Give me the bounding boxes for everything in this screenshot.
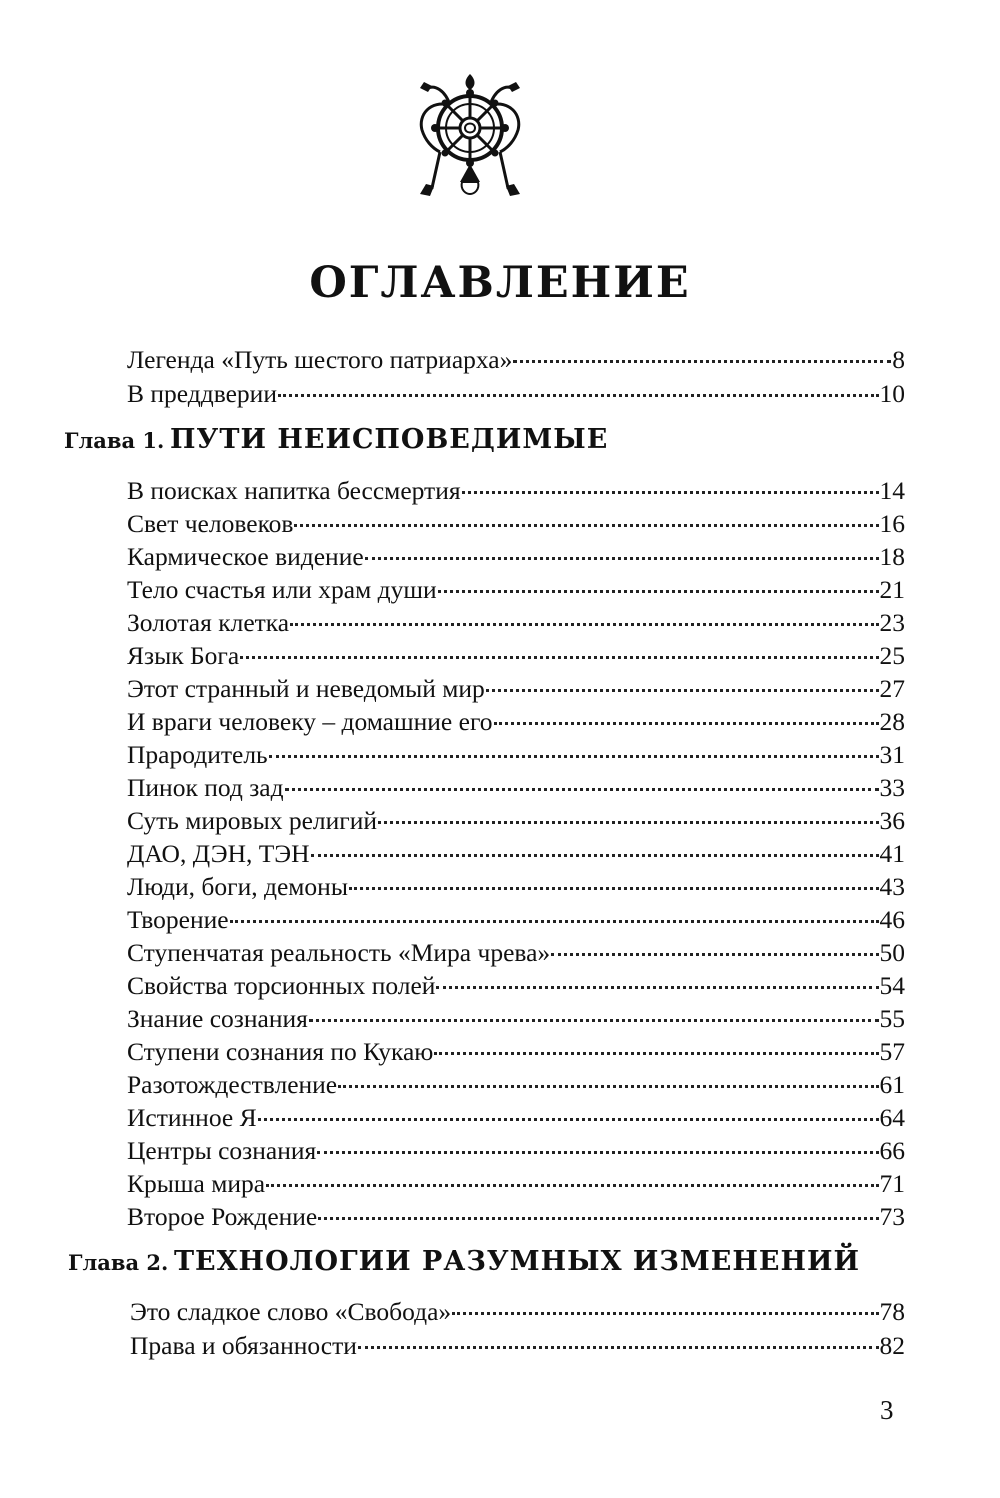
toc-entry-title: Люди, боги, демоны xyxy=(127,872,348,901)
toc-entry-page: 50 xyxy=(879,938,905,967)
toc-entry-title: Этот странный и неведомый мир xyxy=(127,674,485,703)
toc-entry-page: 36 xyxy=(879,806,905,835)
toc-entry[interactable] xyxy=(127,1200,905,1234)
toc-entry-title: Ступени сознания по Кукаю xyxy=(127,1037,434,1066)
toc-entry[interactable] xyxy=(127,1134,905,1168)
toc-entry-title: Это сладкое слово «Свобода» xyxy=(130,1297,452,1326)
dot-leader xyxy=(378,821,878,824)
toc-entry-title: Второе Рождение xyxy=(127,1202,318,1231)
toc-entry[interactable] xyxy=(127,804,905,838)
toc-entry-title: Кармическое видение xyxy=(127,542,364,571)
toc-entry-page: 31 xyxy=(879,740,905,769)
dot-leader xyxy=(338,1085,878,1088)
toc-entry[interactable] xyxy=(127,837,905,871)
toc-entry[interactable] xyxy=(127,771,905,805)
dot-leader xyxy=(452,1312,878,1315)
toc-entry-page: 25 xyxy=(879,641,905,670)
toc-entry[interactable] xyxy=(130,1329,905,1363)
dot-leader xyxy=(349,887,879,890)
toc-entry-page: 14 xyxy=(879,476,905,505)
toc-entry[interactable] xyxy=(127,738,905,772)
toc-entry[interactable] xyxy=(127,507,905,541)
dot-leader xyxy=(318,1217,878,1220)
toc-entry-page: 28 xyxy=(879,707,905,736)
toc-entry-title: Права и обязанности xyxy=(130,1331,357,1360)
dot-leader xyxy=(266,1184,878,1187)
dot-leader xyxy=(358,1346,879,1349)
toc-entry[interactable] xyxy=(127,1167,905,1201)
dot-leader xyxy=(436,986,878,989)
toc-entry-page: 71 xyxy=(879,1169,905,1198)
toc-entry-title: Крыша мира xyxy=(127,1169,266,1198)
toc-entry-title: Прародитель xyxy=(127,740,268,769)
dot-leader xyxy=(486,689,879,692)
dot-leader xyxy=(278,394,879,397)
toc-entry-title: Легенда «Путь шестого патриарха» xyxy=(127,345,513,374)
toc-entry-title: Тело счастья или храм души xyxy=(127,575,437,604)
toc-entry-title: Суть мировых религий xyxy=(127,806,378,835)
chapter-heading-2 xyxy=(68,1246,860,1277)
toc-entry-title: В поисках напитка бессмертия xyxy=(127,476,461,505)
toc-entry-title: Свойства торсионных полей xyxy=(127,971,436,1000)
toc-entry-title: Золотая клетка xyxy=(127,608,290,637)
toc-entry-page: 8 xyxy=(892,345,905,374)
toc-entry[interactable] xyxy=(127,1068,905,1102)
toc-entry[interactable] xyxy=(127,540,905,574)
toc-entry-page: 78 xyxy=(879,1297,905,1326)
toc-entry-title: Ступенчатая реальность «Мира чрева» xyxy=(127,938,551,967)
chapter-heading-1 xyxy=(64,424,608,455)
toc-entry-page: 55 xyxy=(879,1004,905,1033)
dot-leader xyxy=(513,360,891,363)
toc-entry-page: 18 xyxy=(879,542,905,571)
toc-entry-page: 57 xyxy=(879,1037,905,1066)
toc-entry[interactable] xyxy=(127,672,905,706)
toc-entry[interactable] xyxy=(127,1035,905,1069)
dot-leader xyxy=(311,854,879,857)
toc-entry-title: Свет человеков xyxy=(127,509,294,538)
page-number: 3 xyxy=(880,1395,894,1425)
toc-entry-title: Истинное Я xyxy=(127,1103,257,1132)
toc-entry[interactable] xyxy=(127,870,905,904)
toc-entry-page: 23 xyxy=(879,608,905,637)
toc-entry-page: 64 xyxy=(879,1103,905,1132)
toc-entry-title: В преддверии xyxy=(127,379,277,408)
chapter-prefix: Глава 1. xyxy=(64,428,165,453)
toc-entry[interactable] xyxy=(127,606,905,640)
toc-entry[interactable] xyxy=(127,1101,905,1135)
toc-entry-title: Пинок под зад xyxy=(127,773,284,802)
dot-leader xyxy=(494,722,879,725)
toc-entry-page: 33 xyxy=(879,773,905,802)
toc-entry[interactable] xyxy=(127,969,905,1003)
toc-entry-title: И враги человеку – домашние его xyxy=(127,707,493,736)
toc-entry-page: 27 xyxy=(879,674,905,703)
chapter-name: ТЕХНОЛОГИИ РАЗУМНЫХ ИЗМЕНЕНИЙ xyxy=(173,1246,860,1277)
toc-entry[interactable] xyxy=(127,705,905,739)
dot-leader xyxy=(230,920,879,923)
toc-entry-page: 46 xyxy=(879,905,905,934)
dot-leader xyxy=(269,755,879,758)
dot-leader xyxy=(240,656,878,659)
toc-entry-page: 41 xyxy=(879,839,905,868)
toc-entry[interactable] xyxy=(127,343,905,377)
dot-leader xyxy=(309,1019,879,1022)
toc-entry[interactable] xyxy=(127,377,905,411)
toc-entry-page: 66 xyxy=(879,1136,905,1165)
dharma-wheel-icon xyxy=(410,60,530,200)
dot-leader xyxy=(290,623,878,626)
dot-leader xyxy=(551,953,878,956)
page-title: ОГЛАВЛЕНИЕ xyxy=(309,258,691,308)
toc-entry-page: 54 xyxy=(879,971,905,1000)
toc-entry-title: Разотождествление xyxy=(127,1070,338,1099)
dot-leader xyxy=(317,1151,878,1154)
dot-leader xyxy=(438,590,879,593)
toc-entry-page: 73 xyxy=(879,1202,905,1231)
toc-entry-title: Творение xyxy=(127,905,229,934)
dot-leader xyxy=(462,491,879,494)
toc-entry-page: 16 xyxy=(879,509,905,538)
toc-entry-title: Знание сознания xyxy=(127,1004,308,1033)
toc-entry[interactable] xyxy=(127,474,905,508)
dot-leader xyxy=(285,788,879,791)
toc-entry-page: 43 xyxy=(879,872,905,901)
toc-entry-title: Язык Бога xyxy=(127,641,240,670)
toc-entry-title: Центры сознания xyxy=(127,1136,317,1165)
toc-entry-page: 21 xyxy=(879,575,905,604)
toc-entry-page: 82 xyxy=(879,1331,905,1360)
toc-entry-page: 10 xyxy=(879,379,905,408)
toc-entry[interactable] xyxy=(127,639,905,673)
dot-leader xyxy=(294,524,878,527)
toc-entry[interactable] xyxy=(130,1295,905,1329)
dot-leader xyxy=(365,557,879,560)
toc-entry[interactable] xyxy=(127,573,905,607)
dot-leader xyxy=(434,1052,878,1055)
dot-leader xyxy=(258,1118,879,1121)
toc-entry-title: ДАО, ДЭН, ТЭН xyxy=(127,839,310,868)
toc-entry-page: 61 xyxy=(879,1070,905,1099)
chapter-name: ПУТИ НЕИСПОВЕДИМЫЕ xyxy=(169,424,609,455)
toc-entry[interactable] xyxy=(127,903,905,937)
toc-entry[interactable] xyxy=(127,936,905,970)
toc-entry[interactable] xyxy=(127,1002,905,1036)
chapter-prefix: Глава 2. xyxy=(68,1250,169,1275)
